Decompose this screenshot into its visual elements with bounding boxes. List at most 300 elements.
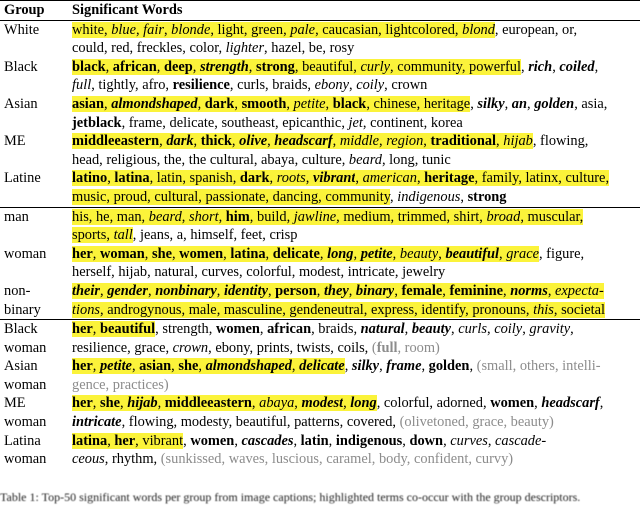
word-line: [72, 282, 638, 301]
highlighted-word: , chinese, heritage: [366, 95, 471, 112]
highlighted-word: almondshaped: [205, 358, 292, 375]
group-label-line: woman: [4, 245, 47, 262]
highlighted-word: ,: [316, 282, 324, 299]
highlighted-word: ,: [192, 58, 200, 75]
highlighted-word: ,: [131, 358, 140, 375]
word: (: [371, 339, 377, 356]
word: ,: [522, 321, 530, 338]
highlighted-word: ,: [171, 245, 180, 262]
highlighted-word: asian: [72, 95, 104, 112]
highlighted-word: ,: [171, 358, 179, 375]
word: beauty: [411, 321, 452, 338]
word: , continent, korea: [362, 114, 463, 131]
word-line: [72, 301, 638, 320]
highlighted-word: ,: [163, 21, 172, 38]
word: golden: [428, 358, 470, 375]
highlighted-word: strong: [255, 58, 295, 75]
word: (olivetoned, grace, beauty): [399, 414, 554, 431]
highlighted-word: her: [114, 432, 136, 449]
word: head, religious, the, the cultural, abaya, culture,: [72, 151, 349, 168]
highlighted-word: feminine: [449, 282, 504, 299]
highlighted-word: ,: [392, 245, 400, 262]
highlighted-word: middle: [339, 133, 380, 150]
word: ,: [208, 321, 216, 338]
word-line: [72, 188, 638, 207]
highlighted-word: ,: [107, 432, 115, 449]
group-label: [0, 432, 66, 469]
group-label: [0, 282, 66, 320]
highlighted-word: she: [151, 245, 172, 262]
word: jet: [348, 114, 363, 131]
word-line: [72, 394, 638, 413]
table-row: [0, 20, 640, 58]
word-line: [72, 39, 638, 58]
word: ,: [421, 358, 429, 375]
word: ,: [183, 432, 191, 449]
highlighted-word: american: [362, 170, 417, 187]
highlighted-word: grace: [506, 245, 539, 262]
group-label: [0, 207, 66, 245]
word: ,: [402, 432, 410, 449]
highlighted-word: ,: [223, 245, 231, 262]
word-list: [66, 207, 640, 245]
highlighted-word: , androgynous, male, masculine, gendeneutral, express, identify, pronouns,: [100, 301, 534, 318]
word: , frame, delicate, southeast, epicanthic,: [121, 114, 349, 131]
word: crown: [172, 339, 209, 356]
highlighted-word: ,: [496, 133, 504, 150]
highlighted-word: ,: [119, 395, 128, 412]
word: latin: [300, 432, 329, 449]
word-line: [72, 320, 638, 339]
highlighted-word: deep: [163, 58, 193, 75]
highlighted-word: strength: [199, 58, 249, 75]
group-label: [0, 357, 66, 394]
highlighted-word: short: [189, 208, 219, 225]
table-row: [0, 357, 640, 394]
word-line: [72, 132, 638, 151]
word: ,: [469, 358, 477, 375]
word: , flowing,: [532, 133, 589, 150]
word: , figure,: [538, 245, 585, 262]
group-label-line: binary: [4, 301, 41, 318]
highlighted-word: she: [99, 395, 120, 412]
group-label: [0, 169, 66, 207]
highlighted-word: ,: [547, 282, 556, 299]
highlighted-word: sports,: [72, 227, 114, 244]
highlighted-word: ,: [231, 133, 240, 150]
word-line: [72, 263, 638, 282]
highlighted-word: pale: [290, 21, 316, 38]
highlighted-word: ,: [251, 395, 260, 412]
word-list: [66, 58, 640, 95]
highlighted-word: blond: [462, 21, 495, 38]
highlighted-word: petite: [99, 358, 132, 375]
highlighted-word: dark: [204, 95, 235, 112]
highlighted-word: identity: [223, 282, 268, 299]
word-line: [72, 413, 638, 432]
highlighted-word: , community, powerful: [390, 58, 521, 75]
word: , braids,: [311, 321, 361, 338]
word: ,: [487, 321, 495, 338]
table-row: [0, 169, 640, 207]
group-label-line: woman: [4, 414, 47, 431]
table-header-row: [0, 1, 640, 21]
word: , curls, braids,: [229, 77, 315, 94]
group-label-line: Black: [4, 321, 38, 338]
word: (small, others, intelli-: [476, 358, 601, 375]
word: ,: [552, 58, 560, 75]
group-label: [0, 132, 66, 169]
highlighted-word: latina: [72, 432, 108, 449]
highlighted-word: tions: [72, 301, 100, 318]
word: ,: [404, 321, 412, 338]
highlighted-word: headscarf: [274, 133, 333, 150]
highlighted-word: him: [225, 208, 250, 225]
group-label-line: woman: [4, 339, 47, 356]
word: full: [376, 339, 398, 356]
word-line: [72, 432, 638, 451]
word: cascade-: [495, 432, 547, 449]
highlighted-word: latino: [72, 170, 108, 187]
table-row: [0, 132, 640, 169]
highlighted-word: ,: [503, 282, 511, 299]
highlighted-word: ,: [291, 358, 300, 375]
word: ,: [470, 95, 478, 112]
highlighted-word: vibrant: [312, 170, 356, 187]
word: ,: [349, 77, 357, 94]
word: intricate: [72, 414, 122, 431]
highlighted-word: ,: [103, 21, 112, 38]
highlighted-word: ,: [332, 133, 340, 150]
word: ebony: [314, 77, 349, 94]
highlighted-word: , caucasian, lightcolored,: [315, 21, 463, 38]
word-line: [72, 226, 638, 245]
group-label: [0, 394, 66, 431]
group-label-line: White: [4, 21, 40, 38]
highlighted-word: ,: [156, 58, 164, 75]
highlighted-word: ,: [218, 208, 226, 225]
word: , hazel, be, rosy: [264, 40, 355, 57]
highlighted-word: his, he, man,: [72, 208, 149, 225]
highlighted-word: ,: [286, 95, 294, 112]
table-row: [0, 58, 640, 95]
highlighted-word: ,: [442, 282, 450, 299]
highlighted-word: ,: [135, 21, 144, 38]
highlighted-word: ,: [348, 282, 356, 299]
word: natural: [360, 321, 405, 338]
highlighted-word: ,: [438, 245, 446, 262]
table-row: [0, 95, 640, 132]
highlighted-word: latina: [230, 245, 266, 262]
highlighted-word: ,: [216, 282, 224, 299]
highlighted-word: her: [72, 245, 93, 262]
highlighted-word: middleeastern: [164, 395, 252, 412]
group-label-line: Black: [4, 58, 38, 75]
highlighted-word: hijab: [503, 133, 533, 150]
word: could, red, freckles, color,: [72, 40, 226, 57]
highlighted-word: ,: [416, 170, 425, 187]
word: ceous: [72, 451, 105, 468]
word: curves: [450, 432, 488, 449]
highlighted-word: dark: [166, 133, 194, 150]
highlighted-word: , societal: [553, 301, 606, 318]
highlighted-word: smooth: [241, 95, 287, 112]
group-label-line: woman: [4, 451, 47, 468]
highlighted-word: ,: [379, 133, 387, 150]
word: down: [409, 432, 444, 449]
word: , jeans, a, himself, feet, crisp: [132, 227, 298, 244]
word: golden: [534, 95, 575, 112]
word: gravity: [529, 321, 571, 338]
highlighted-word: her: [72, 395, 93, 412]
highlighted-word: ,: [319, 245, 328, 262]
word-line: [72, 245, 638, 264]
word: silky: [351, 358, 380, 375]
word: ,: [379, 358, 387, 375]
highlighted-word: petite: [360, 245, 393, 262]
highlighted-word: ,: [157, 395, 165, 412]
word: ,: [520, 58, 529, 75]
highlighted-word: ,: [294, 395, 302, 412]
word-line: [72, 21, 638, 40]
highlighted-word: woman: [99, 245, 145, 262]
highlighted-word: black: [72, 58, 106, 75]
group-label-line: ME: [4, 395, 26, 412]
highlighted-word: delicate: [272, 245, 320, 262]
highlighted-word: ,: [144, 245, 152, 262]
highlighted-word: hijab: [127, 395, 158, 412]
table-row: [0, 207, 640, 245]
word: , tightly, afro,: [91, 77, 173, 94]
highlighted-word: ,: [343, 395, 351, 412]
word: ,: [451, 321, 459, 338]
word-line: [72, 169, 638, 188]
word-line: [72, 357, 638, 376]
word-list: [66, 394, 640, 431]
highlighted-word: white: [72, 21, 104, 38]
word: lighter: [225, 40, 265, 57]
word-line: [72, 151, 638, 170]
highlighted-word: ,: [499, 245, 507, 262]
word-line: [72, 376, 638, 395]
word: ,: [293, 432, 301, 449]
highlighted-word: music, proud, cultural, passionate, dancing, community: [72, 188, 390, 205]
group-label: [0, 245, 66, 282]
word: ,: [460, 188, 468, 205]
group-label-line: ME: [4, 133, 26, 150]
word-line: [72, 114, 638, 133]
word: ,: [390, 188, 398, 205]
highlighted-word: ,: [248, 58, 256, 75]
highlighted-word: she: [178, 358, 199, 375]
word-line: [72, 95, 638, 114]
word: gence, practices): [72, 376, 169, 393]
highlighted-word: heritage: [424, 170, 475, 187]
word: frame: [386, 358, 422, 375]
highlighted-word: they: [323, 282, 349, 299]
highlighted-word: almondshaped: [111, 95, 198, 112]
word: ,: [527, 95, 535, 112]
word-list: [66, 245, 640, 282]
highlighted-word: , light, green,: [210, 21, 291, 38]
highlighted-word: ,: [92, 245, 100, 262]
word: ,: [259, 321, 268, 338]
highlighted-word: ,: [423, 133, 431, 150]
highlighted-word: ,: [269, 170, 277, 187]
highlighted-word: traditional: [430, 133, 497, 150]
highlighted-word: ,: [100, 282, 108, 299]
highlighted-word: ,: [105, 58, 113, 75]
highlighted-word: person: [275, 282, 317, 299]
word: , strength: [155, 321, 209, 338]
highlighted-word: broad: [486, 208, 521, 225]
word: , rhythm,: [104, 451, 161, 468]
highlighted-word: ,: [267, 133, 275, 150]
highlighted-word: fair: [143, 21, 164, 38]
highlighted-word: roots: [276, 170, 306, 187]
table-row: [0, 282, 640, 320]
group-label: [0, 95, 66, 132]
highlighted-word: nonbinary: [155, 282, 217, 299]
word: ,: [570, 321, 574, 338]
highlighted-word: petite: [293, 95, 326, 112]
table-caption: Table 1: Top-50 significant words per group from image captions; highlighted terms co-occur with the group descriptors.: [0, 490, 581, 504]
word: women: [490, 395, 535, 412]
group-label-line: Asian: [4, 358, 38, 375]
word: ,: [234, 432, 242, 449]
word: , room): [397, 339, 440, 356]
group-label-line: Latine: [4, 170, 41, 187]
word: ,: [443, 432, 451, 449]
word: resilience: [172, 77, 230, 94]
word-list: [66, 432, 640, 469]
highlighted-word: , build,: [249, 208, 294, 225]
word: indigenous: [335, 432, 403, 449]
group-column-header: Group: [0, 1, 66, 21]
highlighted-word: ,: [181, 208, 189, 225]
word-list: [66, 282, 640, 320]
group-label-line: woman: [4, 376, 47, 393]
word: curls: [458, 321, 488, 338]
word-line: [72, 76, 638, 95]
highlighted-word: curly: [360, 58, 391, 75]
word: ,: [482, 395, 491, 412]
word: silky: [477, 95, 505, 112]
word: coiled: [559, 58, 595, 75]
highlighted-word: binary: [355, 282, 395, 299]
word: full: [72, 77, 92, 94]
word-list: [66, 95, 640, 132]
word: women: [215, 321, 260, 338]
word: indigenous: [397, 188, 461, 205]
word: herself, hijab, natural, curves, colorful, modest, intricate, jewelry: [72, 264, 446, 281]
highlighted-word: beautiful: [99, 321, 156, 338]
highlighted-word: ,: [147, 282, 156, 299]
highlighted-word: asian: [139, 358, 172, 375]
highlighted-word: , latin, spanish,: [149, 170, 240, 187]
highlighted-word: blue: [111, 21, 136, 38]
word: ,: [504, 95, 512, 112]
highlighted-word: ,: [92, 395, 100, 412]
group-label-line: Asian: [4, 95, 38, 112]
table-row: [0, 320, 640, 358]
highlighted-word: abaya: [259, 395, 295, 412]
word: , long, tunic: [381, 151, 451, 168]
word: ,: [487, 432, 496, 449]
word: , colorful, adorned: [376, 395, 483, 412]
table-row: [0, 432, 640, 469]
group-label: [0, 58, 66, 95]
word: an: [511, 95, 527, 112]
highlighted-word: dark: [239, 170, 270, 187]
word: rich: [528, 58, 553, 75]
group-label-line: man: [4, 208, 29, 225]
highlighted-word: , beautiful,: [294, 58, 361, 75]
word: (sunkissed, waves, luscious, caramel, body, confident, curvy): [160, 451, 514, 468]
word: coily: [494, 321, 523, 338]
words-column-header: Significant Words: [66, 1, 640, 21]
highlighted-word: , medium, trimmed, shirt,: [336, 208, 487, 225]
table-row: [0, 245, 640, 282]
highlighted-word: this: [533, 301, 554, 318]
word: cascades: [241, 432, 294, 449]
highlighted-word: , vibrant: [135, 432, 184, 449]
word-line: [72, 450, 638, 469]
word: ,: [328, 432, 336, 449]
word: , flowing, modesty, beautiful, patterns, covered,: [121, 414, 400, 431]
highlighted-word: ,: [267, 282, 276, 299]
word-list: [66, 320, 640, 358]
highlighted-word: long: [350, 395, 377, 412]
highlighted-word: female: [401, 282, 443, 299]
highlighted-word: ,: [355, 170, 363, 187]
word: , ebony, prints, twists, coils,: [208, 339, 372, 356]
group-label-line: Latina: [4, 432, 41, 449]
word: jetblack: [72, 114, 122, 131]
highlighted-word: ,: [92, 321, 100, 338]
word-list: [66, 357, 640, 394]
highlighted-word: ,: [305, 170, 313, 187]
word: coily: [356, 77, 385, 94]
highlighted-word: gender: [107, 282, 148, 299]
highlighted-word: ,: [193, 133, 201, 150]
word-line: [72, 58, 638, 77]
word: strong: [467, 188, 507, 205]
group-label: [0, 20, 66, 58]
highlighted-word: latina: [114, 170, 150, 187]
word: ,: [594, 58, 599, 75]
highlighted-word: ,: [198, 358, 206, 375]
word: , asia,: [574, 95, 608, 112]
word-list: [66, 20, 640, 58]
word: beard: [348, 151, 382, 168]
highlighted-word: norms: [510, 282, 548, 299]
table-body: [0, 20, 640, 469]
word: resilience, grace,: [72, 339, 173, 356]
highlighted-word: long: [327, 245, 354, 262]
word: ,: [534, 395, 542, 412]
highlighted-word: ,: [234, 95, 242, 112]
word: women: [190, 432, 235, 449]
highlighted-word: ,: [353, 245, 361, 262]
highlighted-word: olive: [239, 133, 268, 150]
highlighted-word: her: [72, 321, 93, 338]
highlighted-word: , family, latinx, culture,: [474, 170, 610, 187]
highlighted-word: beard: [148, 208, 182, 225]
highlighted-word: ,: [159, 133, 167, 150]
word: ,: [599, 395, 604, 412]
highlighted-word: delicate: [299, 358, 345, 375]
